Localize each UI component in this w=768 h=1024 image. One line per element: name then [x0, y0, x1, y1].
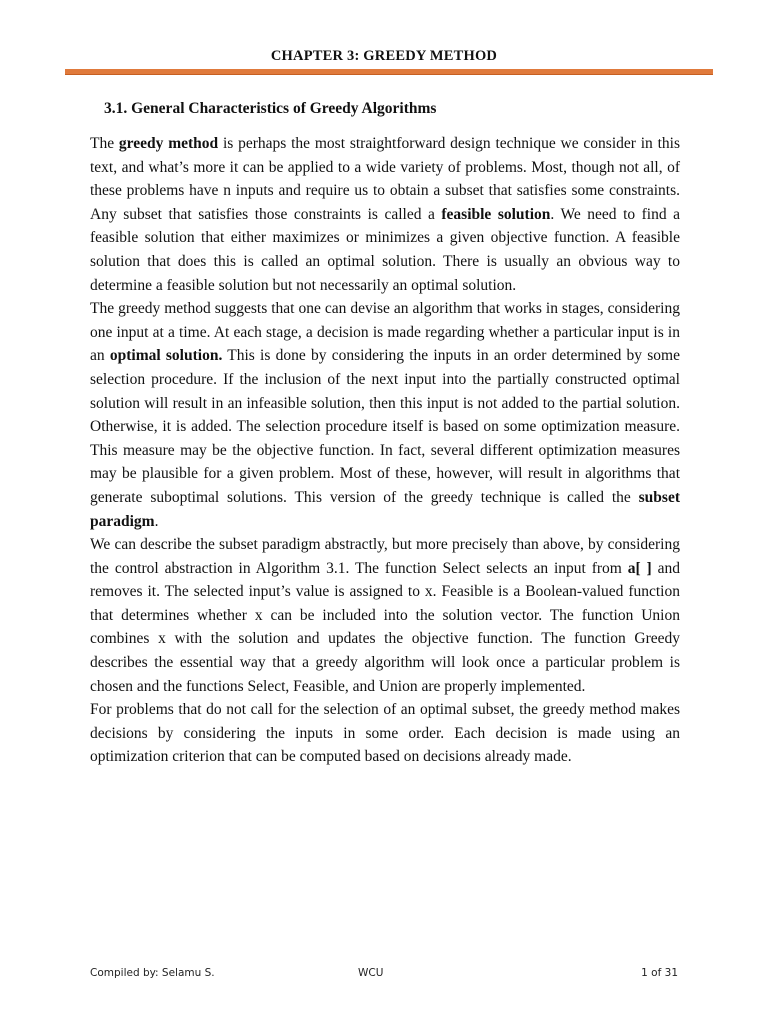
term-feasible-solution: feasible solution	[441, 205, 551, 223]
paragraph-2	[90, 297, 680, 533]
paragraph-2-text-2: This is done by considering the inputs in an order determined by some selection procedure. If the inclusion of the next input into the partially constructed optimal solution will result in an infeasible solution, then this input is not added to the partial solution. Otherwise, it is added. The selection procedure itself is based on some optimization measure. This measure may be the objective function. In fact, several different optimization measures may be plausible for a given problem. Most of these, however, will result in algorithms that generate suboptimal solutions. This version of the greedy technique is called the	[90, 347, 680, 506]
term-array-a: a[ ]	[627, 559, 652, 577]
chapter-title: CHAPTER 3: GREEDY METHOD	[270, 48, 498, 64]
term-optimal-solution: optimal solution.	[109, 347, 223, 365]
paragraph-2-text-3: .	[154, 512, 159, 530]
paragraph-4-text-1: For problems that do not call for the selection of an optimal subset, the greedy method makes decisions by considering the inputs in some order. Each decision is made using an optimization criterion that can be computed based on decisions already made.	[90, 701, 680, 766]
paragraph-1-text-1: The	[90, 135, 119, 152]
section-heading: 3.1. General Characteristics of Greedy Algorithms	[104, 100, 437, 117]
body-text	[90, 132, 680, 769]
paragraph-3	[90, 533, 680, 698]
term-greedy-method: greedy method	[118, 135, 219, 152]
paragraph-4	[90, 698, 680, 769]
paragraph-3-text-2: and removes it. The selected input’s value is assigned to x. Feasible is a Boolean-valued function that determines whether x can be included into the solution vector. The function Union combines x with the solution and updates the objective function. The function Greedy describes the essential way that a greedy algorithm will look once a particular problem is chosen and the functions Select, Feasible, and Union are properly implemented.	[90, 559, 680, 695]
paragraph-3-text-1: We can describe the subset paradigm abstractly, but more precisely than above, by considering the control abstraction in Algorithm 3.1. The function Select selects an input from	[90, 536, 680, 577]
footer-author: Compiled by: Selamu S.	[90, 967, 215, 979]
paragraph-1	[90, 132, 680, 297]
paragraph-2-text-1: The greedy method suggests that one can devise an algorithm that works in stages, considering one input at a time. At each stage, a decision is made regarding whether a particular input is in an	[90, 300, 680, 365]
footer-institution: WCU	[358, 967, 384, 979]
header-rule	[65, 69, 713, 75]
term-subset-paradigm: subset paradigm	[90, 488, 680, 530]
paragraph-1-text-2: is perhaps the most straightforward design technique we consider in this text, and what’s more it can be applied to a wide variety of problems. Most, though not all, of these problems have n inputs and require us to obtain a subset that satisfies some constraints. Any subset that satisfies those constraints is called a	[90, 135, 680, 223]
footer-page-number: 1 of 31	[641, 967, 678, 979]
paragraph-1-text-3: . We need to find a feasible solution that either maximizes or minimizes a given objective function. A feasible solution that does this is called an optimal solution. There is usually an obvious way to determine a feasible solution but not necessarily an optimal solution.	[90, 205, 681, 294]
